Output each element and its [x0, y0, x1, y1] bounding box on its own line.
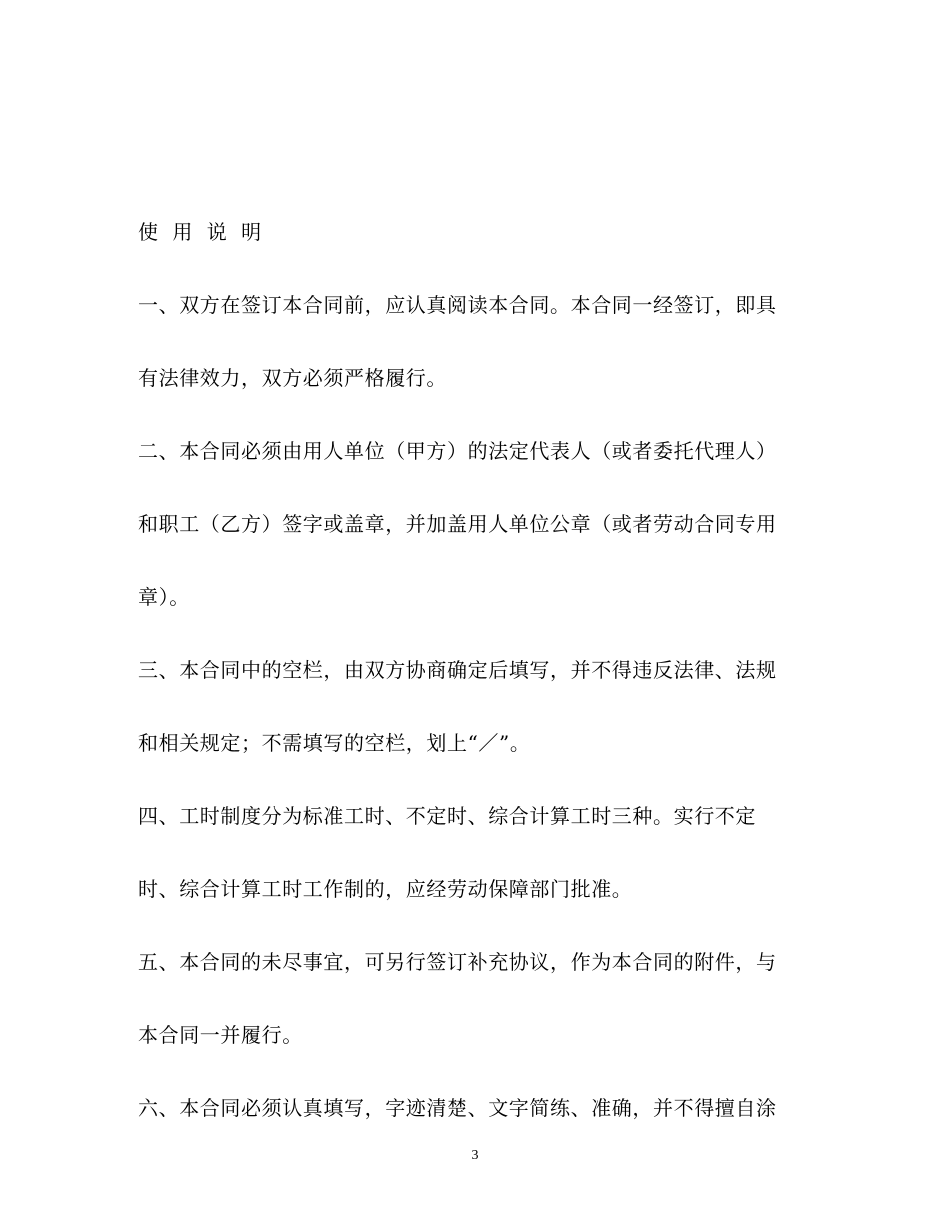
section-heading: 使 用 说 明	[138, 220, 266, 244]
body-line-5: 章）。	[138, 585, 190, 609]
body-line-4: 和职工（乙方）签字或盖章，并加盖用人单位公章（或者劳动合同专用	[138, 512, 777, 536]
body-line-3: 二、本合同必须由用人单位（甲方）的法定代表人（或者委托代理人）	[138, 439, 777, 463]
body-line-12: 六、本合同必须认真填写，字迹清楚、文字简练、准确，并不得擅自涂	[138, 1096, 777, 1120]
body-line-7: 和相关规定；不需填写的空栏，划上“／”。	[138, 731, 531, 755]
body-line-9: 时、综合计算工时工作制的，应经劳动保障部门批准。	[138, 877, 633, 901]
page-number: 3	[471, 1148, 479, 1163]
body-line-1: 一、双方在签订本合同前，应认真阅读本合同。本合同一经签订，即具	[138, 293, 777, 317]
body-line-6: 三、本合同中的空栏，由双方协商确定后填写，并不得违反法律、法规	[138, 658, 777, 682]
body-line-2: 有法律效力，双方必须严格履行。	[138, 366, 447, 390]
body-line-11: 本合同一并履行。	[138, 1023, 303, 1047]
body-line-10: 五、本合同的未尽事宜，可另行签订补充协议，作为本合同的附件，与	[138, 950, 777, 974]
body-line-8: 四、工时制度分为标准工时、不定时、综合计算工时三种。实行不定	[138, 804, 756, 828]
document-body	[138, 196, 818, 1145]
